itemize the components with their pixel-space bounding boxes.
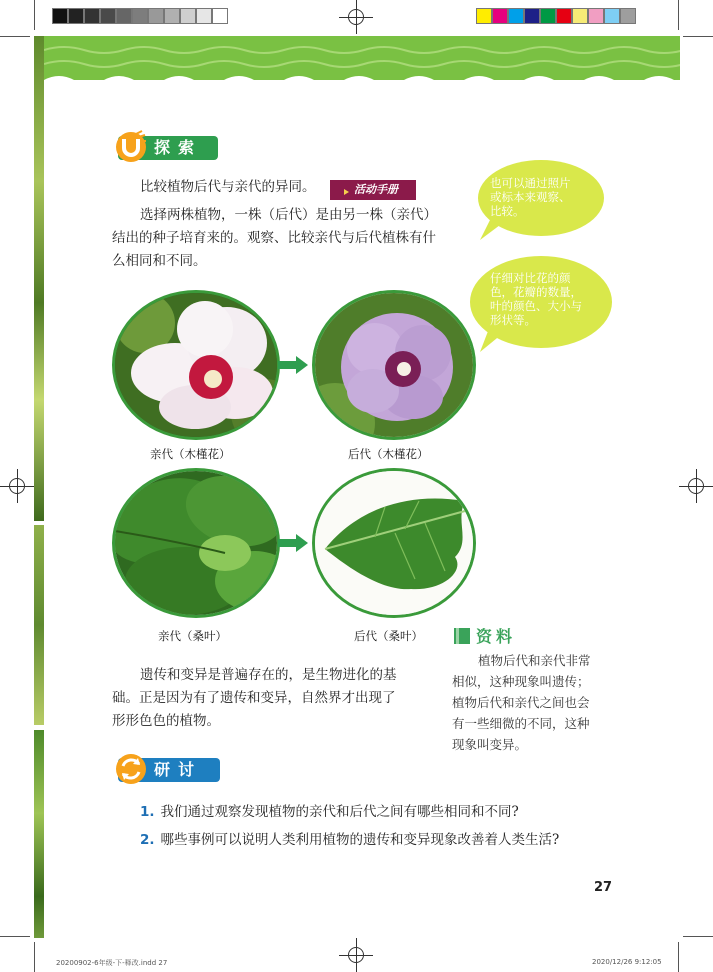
heredity-line: 遗传和变异是普遍存在的，是生物进化的基	[140, 667, 397, 683]
foliage-strip	[34, 525, 44, 725]
grayscale-calibration-bar	[52, 8, 228, 24]
magnet-icon	[114, 130, 148, 164]
material-line: 植物后代和亲代非常	[478, 653, 591, 668]
explore-para-line: 选择两株植物，一株（后代）是由另一株（亲代）	[140, 207, 437, 223]
caption-offspring-flower: 后代（木槿花）	[348, 447, 429, 461]
page-number: 27	[594, 880, 613, 895]
header-band	[44, 36, 680, 80]
activity-handbook-label: 活动手册	[354, 183, 398, 196]
arrow-right-icon	[278, 356, 308, 374]
parent-hibiscus-photo	[112, 290, 280, 440]
explore-intro: 比较植物后代与亲代的异同。	[140, 179, 316, 195]
bubble-line: 色，花瓣的数量，	[490, 285, 582, 299]
cycle-arrows-icon	[114, 752, 148, 786]
explore-label: 探索	[154, 138, 203, 157]
explore-badge	[118, 136, 218, 160]
hand-pointer-icon	[336, 183, 350, 197]
offspring-mulberry-leaf-photo	[312, 468, 476, 618]
material-line: 植物后代和亲代之间也会	[452, 695, 590, 710]
material-line: 有一些细微的不同，这种	[452, 716, 590, 731]
footer-timestamp: 2020/12/26 9:12:05	[592, 958, 662, 966]
registration-mark-left	[0, 469, 34, 503]
material-line: 相似，这种现象叫遗传；	[452, 674, 590, 689]
crop-mark	[683, 936, 713, 937]
bubble-line: 形状等。	[490, 313, 536, 327]
question-number: 2.	[140, 832, 155, 848]
question-number: 1.	[140, 804, 155, 820]
crop-mark	[34, 942, 35, 972]
activity-handbook-tag[interactable]	[330, 180, 416, 200]
bubble-tail	[478, 216, 508, 246]
crop-mark	[0, 936, 30, 937]
bubble-line: 也可以通过照片	[490, 176, 571, 190]
explore-para-line: 么相同和不同。	[112, 253, 207, 269]
registration-mark-top	[339, 0, 373, 34]
bubble-line: 叶的颜色、大小与	[490, 299, 582, 313]
bubble-line: 或标本来观察、	[490, 190, 571, 204]
bubble-line: 仔细对比花的颜	[490, 271, 571, 285]
explore-para-line: 结出的种子培育来的。观察、比较亲代与后代植株有什	[112, 230, 436, 246]
color-calibration-bar	[476, 8, 636, 24]
heredity-line: 础。正是因为有了遗传和变异，自然界才出现了	[112, 690, 396, 706]
crop-mark	[683, 36, 713, 37]
heredity-line: 形形色色的植物。	[112, 713, 220, 729]
foliage-strip	[34, 36, 44, 521]
question-text: 我们通过观察发现植物的亲代和后代之间有哪些相同和不同?	[160, 804, 519, 820]
question-2	[140, 828, 559, 848]
caption-offspring-leaf: 后代（桑叶）	[354, 629, 423, 643]
question-text: 哪些事例可以说明人类利用植物的遗传和变异现象改善着人类生活?	[160, 832, 560, 848]
bubble-line: 比较。	[490, 204, 525, 218]
material-line: 现象叫变异。	[452, 737, 528, 752]
discuss-badge	[118, 758, 220, 782]
caption-parent-leaf: 亲代（桑叶）	[158, 629, 227, 643]
foliage-strip	[34, 730, 44, 938]
question-1	[140, 800, 519, 820]
material-label: 资料	[476, 627, 517, 646]
book-icon	[452, 626, 474, 646]
offspring-hibiscus-photo	[312, 290, 476, 440]
bubble-tail	[476, 326, 506, 356]
material-text	[448, 650, 616, 755]
arrow-right-icon	[278, 534, 308, 552]
crop-mark	[678, 0, 679, 30]
registration-mark-bottom	[339, 938, 373, 972]
caption-parent-flower: 亲代（木槿花）	[150, 447, 231, 461]
crop-mark	[0, 36, 30, 37]
crop-mark	[34, 0, 35, 30]
parent-mulberry-leaf-photo	[112, 468, 280, 618]
crop-mark	[678, 942, 679, 972]
footer-file-info: 20200902-6年级-下-释改.indd 27	[56, 959, 168, 967]
discuss-label: 研讨	[154, 760, 203, 779]
registration-mark-right	[679, 469, 713, 503]
